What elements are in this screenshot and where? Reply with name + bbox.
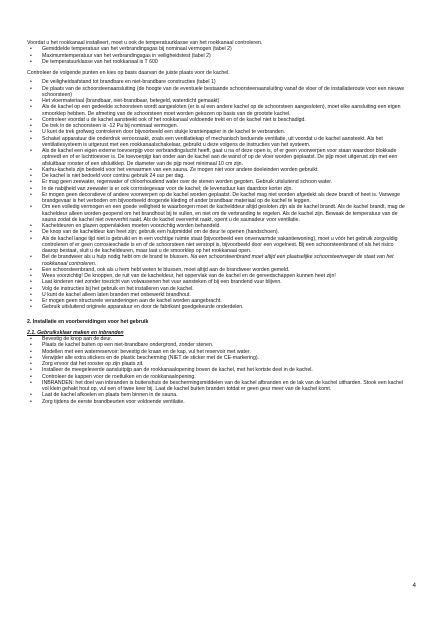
list-item: • De plaats van de schoorsteenaansluiting (de hoogte van de eventuele bestaande schoorsteenaansluiting vanaf de vloer of de installatieroute voor een nieuwe schoorsteen) bbox=[27, 86, 410, 99]
list-item: • Modellen met een waterreservoir: bevestig de kraan en de kap, vul het reservoir met water. bbox=[27, 349, 410, 355]
chimney-sweep-note: Na een schoorsteenbrand moet altijd een plaatselijke schoorsteenveger de staat van het rookkanaal controleren. bbox=[42, 254, 394, 267]
place-list bbox=[27, 79, 410, 310]
list-item: • De trek in de schoorsteen is -12 Pa bij nominaal vermogen. bbox=[27, 123, 410, 129]
list-item: • Karhu-kachels zijn bedoeld voor het verwarmen van een sauna. Ze mogen niet voor andere doeleinden worden gebruikt. bbox=[27, 167, 410, 173]
list-item: • Bevestig de knop aan de deur. bbox=[27, 336, 410, 342]
list-item: • Het vloermateriaal (brandbaar, niet-brandbaar, betegeld, waterdicht gemaakt) bbox=[27, 98, 410, 104]
list-item: • U kunt de trek grofweg controleren door bijvoorbeeld een stukje krantenpapier in de kachel te verbranden. bbox=[27, 129, 410, 135]
list-item: • Als de kachel een eigen externe toevoerpijp voor verbrandingslucht heeft, gaat u na of deze open is, of er geen voorwerpen voor staan waardoor blokkade optreedt en of er luchttoevoer is. De toevoerpijp kan onder aan de kachel aan de wand of op de vloer worden geplaatst. De pijp moet uitgerust zijn met een afsluitbaar rooster of een afsluitklep. De diameter van de pijp moet minimaal 10 cm zijn. bbox=[27, 148, 410, 167]
list-item: • Schakel apparatuur die onderdruk veroorzaakt, zoals een ventilatiekap of mechanisch beduende ventilatie, uit voordat u de kachel aansteekt. Als het ventilatiesysteem is uitgerust met een rookkanaalschakelaar, gebruikt u deze volgens de instructies van het systeem. bbox=[27, 136, 410, 149]
list-item: • Gebruik uitsluitend originele apparatuur en door de fabrikant goedgekeurde onderdelen. bbox=[27, 304, 410, 310]
list-item: • U kunt de kachel alleen laten branden met onbewerkt brandhout. bbox=[27, 292, 410, 298]
list-item: • Installeer de meegeleverde aansluitpijp aan de rookkanaalopening boven de kachel, met het kortste deel in de kachel. bbox=[27, 367, 410, 373]
intro-list bbox=[27, 46, 410, 65]
list-item: • INBRANDEN: het doel van inbranden is buitenshuis de beschermingsmiddelen van de kachel afbranden en de lak van de kachel uitharden. Stook een kachel vol klein gehakt hout op, vul een of twee keer bij. Laat de kachel buiten branden totdat er geen geur meer van de kachel komt. bbox=[27, 380, 410, 393]
list-item: • Zorg ervoor dat het rooster op zijn plaats zit. bbox=[27, 361, 410, 367]
list-item: • Kacheldeuren en glazen oppervlakken moeten voorzichtig worden behandeld. bbox=[27, 223, 410, 229]
list-item: • Plaats de kachel buiten op een niet-brandbare ondergrond, zonder stenen. bbox=[27, 342, 410, 348]
list-item: • Maximumtemperatuur van het verbrandingsgas in veiligheidstest (tabel 2) bbox=[27, 53, 410, 59]
intro-text: Voordat u het rookkanaal installeert, moet u ook de temperatuurklasse van het rookkanaal controleren. bbox=[27, 40, 263, 46]
list-item: • Zorg tijdens de eerste brandbeurten voor voldoende ventilatie. bbox=[27, 399, 410, 405]
list-item: • Om een volledig vermogen en een goede veiligheid te waarborgen moet de kachelddeur altijd gesloten zijn als de kachel brandt. Als de kachel brandt, mag de kacheldeur alleen worden geopend om het brandhout bij te vullen, en niet om de verbranding te regelen. Als de kachel zijn. Bewaak de temperatuur van de sauna zodat de kachel niet oververhit raakt. Als de kachel oververhit raakt, opent u de saunadeur voor ventilatie. bbox=[27, 204, 410, 223]
place-intro-text: Controleer de volgende punten en kies op basis daarvan de juiste plaats voor de kachel. bbox=[27, 70, 230, 76]
list-item: • Er mag geen zeewater, regenwater of chloorhoudend water over de stenen worden gegoten. Gebruik uitsluitend schoon water. bbox=[27, 179, 410, 185]
subsection-heading: 2.1. Gebruiksklaar maken en inbranden bbox=[27, 329, 124, 336]
list-item-text: Bel de brandweer als u hulp nodig hebt om de brand te blussen. bbox=[42, 254, 190, 261]
list-item: • Verwijder alle extra stickers en de plastic bescherming (NIET de sticker met de CE-markering). bbox=[27, 355, 410, 361]
installation-list bbox=[27, 336, 410, 405]
list-item: • De veiligheidsafstand tot brandbare en niet-brandbare constructies (tabel 1) bbox=[27, 79, 410, 85]
list-item: • Er mogen geen decoratieve of andere voorwerpen op de kachel worden geplaatst. De kachel mag niet worden afgedekt als deze brandt of heet is. Vanwege brandgevaar is het verboden om bijvoorbeeld drogende kleding of ander brandbaar materiaal op de kachel te leggen. bbox=[27, 192, 410, 205]
list-item: • Laat de kachel afkoelen en plaats hem binnen in de sauna. bbox=[27, 392, 410, 398]
list-item: • Gemiddelde temperatuur van het verbrandingsgas bij nominaal vermogen (tabel 2) bbox=[27, 46, 410, 52]
list-item: • Volg de instructies bij het gebruik en het installeren van de kachel. bbox=[27, 286, 410, 292]
list-item: • Een schoorsteenbrand, ook als u hem hebt weten te blussen, moet altijd aan de brandweer worden gemeld. bbox=[27, 267, 410, 273]
list-item: • De temperatuurklasse van het rookkanaal is T 600 bbox=[27, 59, 410, 65]
list-item: • Laat kinderen niet zonder toezicht van volwassenen het vuur aansteken of bij een brandend vuur blijven. bbox=[27, 279, 410, 285]
list-item-with-note bbox=[27, 254, 410, 267]
list-item: • Er mogen geen structurele veranderingen aan de kachel worden aangebracht. bbox=[27, 298, 410, 304]
list-item: • Controleer voordat u de kachel aansteekt ook of het rookkanaal voldoende trekt en of de kachel niet is beschadigd. bbox=[27, 117, 410, 123]
list-item: • De knop van de kacheldeur kan heet zijn; gebruik een hulpmiddel om de deur te openen (handschoen). bbox=[27, 229, 410, 235]
list-item: • In de nabijheid van zeewater is er ook corrosiegevaar voor de kachel; de levensduur kan daardoor korter zijn. bbox=[27, 186, 410, 192]
list-item: • De kachel is niet bedoeld voor continu gebruik 24 uur per dag. bbox=[27, 173, 410, 179]
list-item: • Als de kachel lange tijd niet is gebruikt en in een vochtige ruimte staat (bijvoorbeeld een onverwarmde vakantiewoning), moet u vóór het gebruik zorgvuldig controleren of er geen corrosieschade is en of de schoorsteen niet verstopt is, bijvoorbeeld door een vogelnest. Bij een schoorsteenbrand of als het risico daarop bestaat, sluit u de kacheldeuren, maar laat u de smoorklep op het rookkanaal open. bbox=[27, 236, 410, 255]
list-item: • Controleer de kappen voor de roetluiken en de rookkanaalopening. bbox=[27, 374, 410, 380]
page-number: 4 bbox=[412, 582, 416, 589]
section-heading: 2. Installatie en voorbereidingen voor het gebruik bbox=[27, 318, 149, 325]
list-item: • Als de kachel op een gedeelde schoorsteen wordt aangesloten (er is al een andere kachel op de schoorsteen aangesloten), moet elke aansluiting een eigen smoorklep hebben. De afmeting van de schoorsteen moet worden gekozen op basis van de grootste kachel. bbox=[27, 104, 410, 117]
list-item: • Wees voorzichtig! De knoppen, de ruit van de kacheldeur, het oppervlak van de kachel en de gereedschappen kunnen heet zijn! bbox=[27, 273, 410, 279]
